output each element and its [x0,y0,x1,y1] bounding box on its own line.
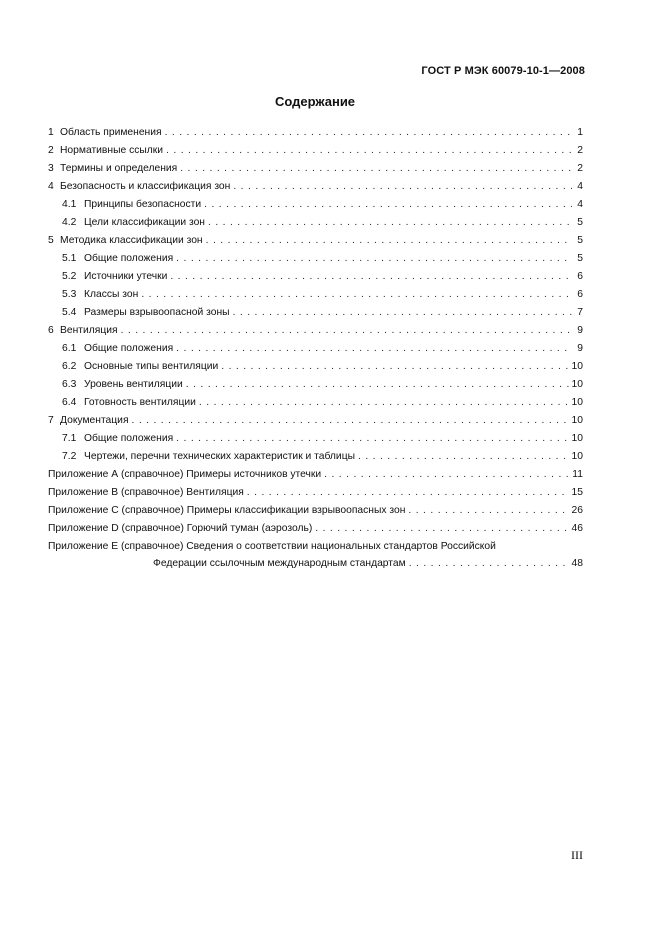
toc-entry-title-continued: Федерации ссылочным международным стандартам [153,558,406,569]
toc-entry-number: 7.1 [62,433,77,444]
toc-entry-title: Приложение С (справочное) Примеры классификации взрывоопасных зон [48,505,406,516]
toc-entry-page: 46 [571,523,583,534]
toc-entry-page: 48 [571,558,583,569]
toc-entry [48,502,583,520]
toc-entry [48,142,583,160]
toc-leader-dots [408,502,568,520]
toc-entry-page: 4 [577,199,583,210]
toc-entry-page: 10 [571,361,583,372]
toc-entry-number: 4.2 [62,217,77,228]
toc-leader-dots [233,178,572,196]
toc-entry-title: Нормативные ссылки [60,145,164,156]
toc-entry [48,430,583,448]
toc-entry-page: 7 [577,307,583,318]
toc-entry [48,124,583,142]
toc-entry-title: Общие положения [84,253,174,264]
toc-entry-title: Классы зон [84,289,139,300]
toc-entry [48,448,583,466]
toc-entry-title: Вентиляция [60,325,118,336]
toc-entry-number: 1 [48,127,54,138]
toc-leader-dots [221,358,568,376]
toc-entry-page: 9 [577,343,583,354]
toc-entry-number: 4 [48,181,54,192]
toc-entry-title: Приложение А (справочное) Примеры источников утечки [48,469,322,480]
toc-leader-dots [165,124,572,142]
toc-entry [48,358,583,376]
toc-entry-number: 2 [48,145,54,156]
toc-entry [48,340,583,358]
toc-entry-title: Источники утечки [84,271,168,282]
toc-entry-page: 1 [577,127,583,138]
toc-entry-page: 26 [571,505,583,516]
toc-entry [48,214,583,232]
toc-entry-number: 6 [48,325,54,336]
toc-entry-title: Общие положения [84,433,174,444]
toc-entry [48,268,583,286]
toc-entry [48,160,583,178]
toc-entry-number: 6.4 [62,397,77,408]
toc-entry-title: Уровень вентиляции [84,379,183,390]
toc-leader-dots [176,340,572,358]
toc-entry-title: Цели классификации зон [84,217,205,228]
toc-entry-number: 5.3 [62,289,77,300]
toc-entry-title: Термины и определения [60,163,178,174]
toc-leader-dots [170,268,572,286]
toc-entry [48,178,583,196]
toc-entry-number: 6.1 [62,343,77,354]
toc-title: Содержание [274,94,356,109]
toc-entry [48,286,583,304]
toc-entry [48,232,583,250]
toc-entry [48,322,583,340]
toc-entry-title: Общие положения [84,343,174,354]
document-code: ГОСТ Р МЭК 60079-10-1—2008 [421,65,585,77]
toc-entry [48,250,583,268]
toc-leader-dots [206,232,572,250]
toc-leader-dots [324,466,569,484]
toc-entry-title: Чертежи, перечни технических характеристик и таблицы [84,451,355,462]
toc-leader-dots [409,555,569,572]
toc-leader-dots [247,484,569,502]
toc-leader-dots [176,430,568,448]
toc-entry [48,412,583,430]
toc-leader-dots [208,214,572,232]
toc-entry-title: Область применения [60,127,162,138]
toc-entry-number: 6.2 [62,361,77,372]
toc-leader-dots [199,394,569,412]
toc-leader-dots [180,160,572,178]
toc-entry-number: 5.1 [62,253,77,264]
toc-entry-page: 5 [577,217,583,228]
toc-entry-title: Методика классификации зон [60,235,203,246]
toc-entry-page: 10 [571,451,583,462]
toc-entry-title: Размеры взрывоопасной зоны [84,307,230,318]
toc-leader-dots [186,376,569,394]
toc-entry [48,484,583,502]
toc-entry-page: 4 [577,181,583,192]
toc-entry-page: 15 [571,487,583,498]
toc-entry-page: 10 [571,379,583,390]
toc-entry-page: 5 [577,235,583,246]
toc-entry-number: 4.1 [62,199,77,210]
toc-entry-page: 2 [577,145,583,156]
toc-entry-title: Приложение В (справочное) Вентиляция [48,487,244,498]
toc-entry-number: 7 [48,415,54,426]
toc-entry [48,196,583,214]
toc-entry-number: 5.2 [62,271,77,282]
toc-entry [48,466,583,484]
toc-entry-page: 6 [577,271,583,282]
toc-entry-page: 10 [571,397,583,408]
toc-entry [48,304,583,322]
page-number: III [571,848,583,862]
toc-entry-number: 5.4 [62,307,77,318]
toc-entry-title: Приложение D (справочное) Горючий туман (аэрозоль) [48,523,313,534]
toc-entry-title: Основные типы вентиляции [84,361,219,372]
toc-entry-title: Приложение Е (справочное) Сведения о соответствии национальных стандартов Российской [48,541,496,552]
toc-entry [48,376,583,394]
toc-leader-dots [176,250,572,268]
toc-leader-dots [358,448,569,466]
toc-entry-page: 6 [577,289,583,300]
toc-entry-title: Готовность вентиляции [84,397,196,408]
toc-entry-page: 10 [571,415,583,426]
toc-entry-number: 7.2 [62,451,77,462]
toc-entry [48,520,583,538]
toc-entry-page: 5 [577,253,583,264]
table-of-contents [48,124,583,572]
toc-leader-dots [121,322,572,340]
toc-entry-title: Принципы безопасности [84,199,202,210]
toc-entry [48,538,583,572]
toc-leader-dots [204,196,572,214]
toc-entry-number: 3 [48,163,54,174]
toc-entry-page: 9 [577,325,583,336]
toc-leader-dots [166,142,572,160]
toc-leader-dots [141,286,572,304]
toc-entry-page: 11 [572,469,583,480]
toc-entry [48,394,583,412]
toc-leader-dots [132,412,569,430]
toc-entry-page: 10 [571,433,583,444]
toc-entry-number: 6.3 [62,379,77,390]
toc-entry-title: Документация [60,415,129,426]
toc-entry-continuation [48,555,583,572]
toc-entry-page: 2 [577,163,583,174]
toc-entry-title: Безопасность и классификация зон [60,181,231,192]
toc-entry-number: 5 [48,235,54,246]
toc-leader-dots [315,520,568,538]
toc-leader-dots [233,304,572,322]
